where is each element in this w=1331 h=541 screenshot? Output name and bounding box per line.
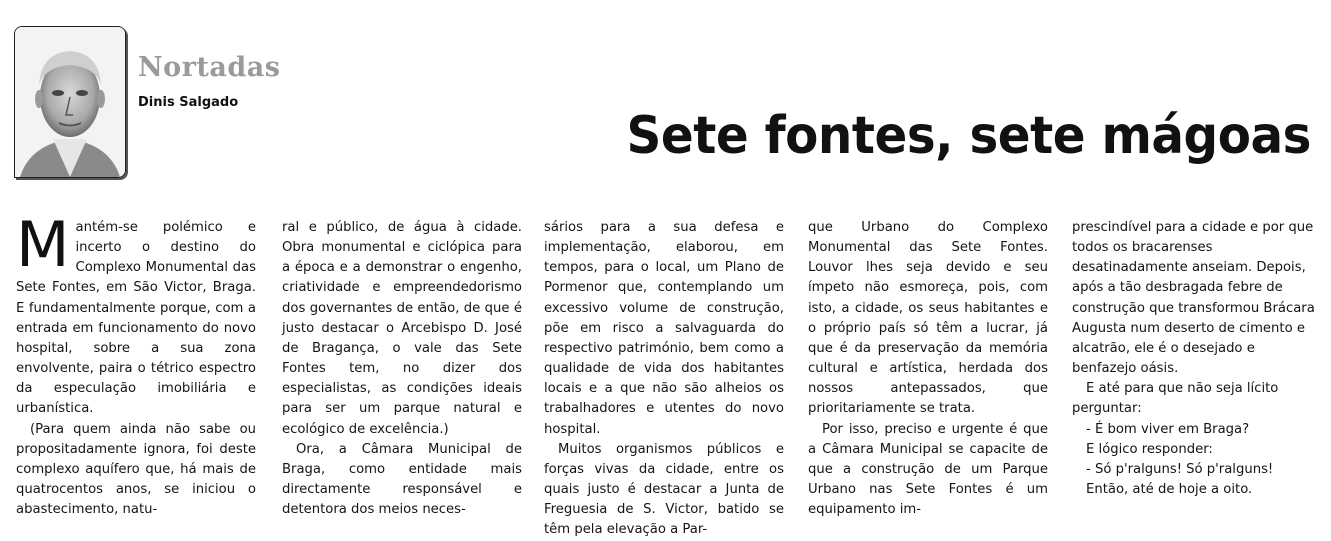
paragraph: prescindível para a cidade e por que todos os bracarenses desatinadamente anseiam. Depois, após a tão desbragada febre de construção que transformou Brácara Augusta num deserto de cimento e alcatrão, ele é o desejado e benfazejo oásis. — [1072, 220, 1315, 377]
closing-line: Então, até de hoje a oito. — [1086, 482, 1253, 498]
author-name: Dinis Salgado — [138, 95, 239, 110]
author-photo — [14, 26, 126, 178]
article-column-4 — [808, 218, 1048, 520]
paragraph: que Urbano do Complexo Monumental das Sete Fontes. Louvor lhes seja devido e seu ímpeto não esmoreça, pois, com isto, a cidade, os seus habitantes e o próprio país só têm a lucrar, já que é da preservação da memória cultural e artística, herdada dos nossos antepassados, que prioritariamente se trata. — [808, 220, 1048, 417]
paragraph: E até para que não seja lícito perguntar: — [1072, 381, 1279, 417]
dialogue-line: - Só p'ralguns! Só p'ralguns! — [1086, 461, 1274, 477]
dialogue-line: E lógico responder: — [1086, 441, 1213, 457]
dialogue-line: - É bom viver em Braga? — [1086, 421, 1250, 437]
paragraph: Muitos organismos públicos e forças vivas da cidade, entre os quais justo é destacar a Junta de Freguesia de S. Victor, batido se têm pela elevação a Par- — [544, 441, 784, 538]
article-headline: Sete fontes, sete mágoas — [626, 106, 1311, 166]
article-column-2 — [282, 218, 522, 520]
section-name: Nortadas — [138, 52, 281, 83]
paragraph: Ora, a Câmara Municipal de Braga, como entidade mais directamente responsável e detentora dos meios neces- — [282, 441, 522, 518]
paragraph: Por isso, preciso e urgente é que a Câmara Municipal se capacite de que a construção de um Parque Urbano nas Sete Fontes é um equipamento im- — [808, 421, 1048, 518]
drop-cap: M — [16, 208, 70, 281]
article-column-1 — [16, 208, 256, 520]
paragraph: (Para quem ainda não sabe ou propositadamente ignora, foi deste complexo aquífero que, há mais de quatrocentos anos, se iniciou o abastecimento, natu- — [16, 421, 256, 518]
article-column-3 — [544, 218, 784, 541]
article-column-5 — [1072, 218, 1318, 500]
paragraph: ral e público, de água à cidade. Obra monumental e ciclópica para a época e a demonstrar o engenho, criatividade e empreendedorismo dos governantes de então, de que é justo destacar o Arcebispo D. José de Bragança, o vale das Sete Fontes tem, no dizer dos especialistas, as condições ideais para ser um parque natural e ecológico de excelência.) — [282, 220, 522, 437]
paragraph-text: antém-se polémico e incerto o destino do Complexo Monumental das Sete Fontes, em São Victor, Braga. E fundamentalmente porque, com a entrada em funcionamento do novo hospital, sobre a sua zona envolvente, paira o tétrico espectro da especulação imobiliária e urbanística. — [16, 220, 256, 417]
author-portrait-icon — [15, 27, 125, 177]
paragraph — [16, 208, 256, 420]
paragraph: sários para a sua defesa e implementação, elaborou, em tempos, para o local, um Plano de Pormenor que, contemplando um excessivo volume de construção, põe em risco a salvaguarda do respectivo património, bem como a qualidade de vida dos habitantes locais e a que não são alheios os trabalhadores e utentes do novo hospital. — [544, 220, 784, 437]
